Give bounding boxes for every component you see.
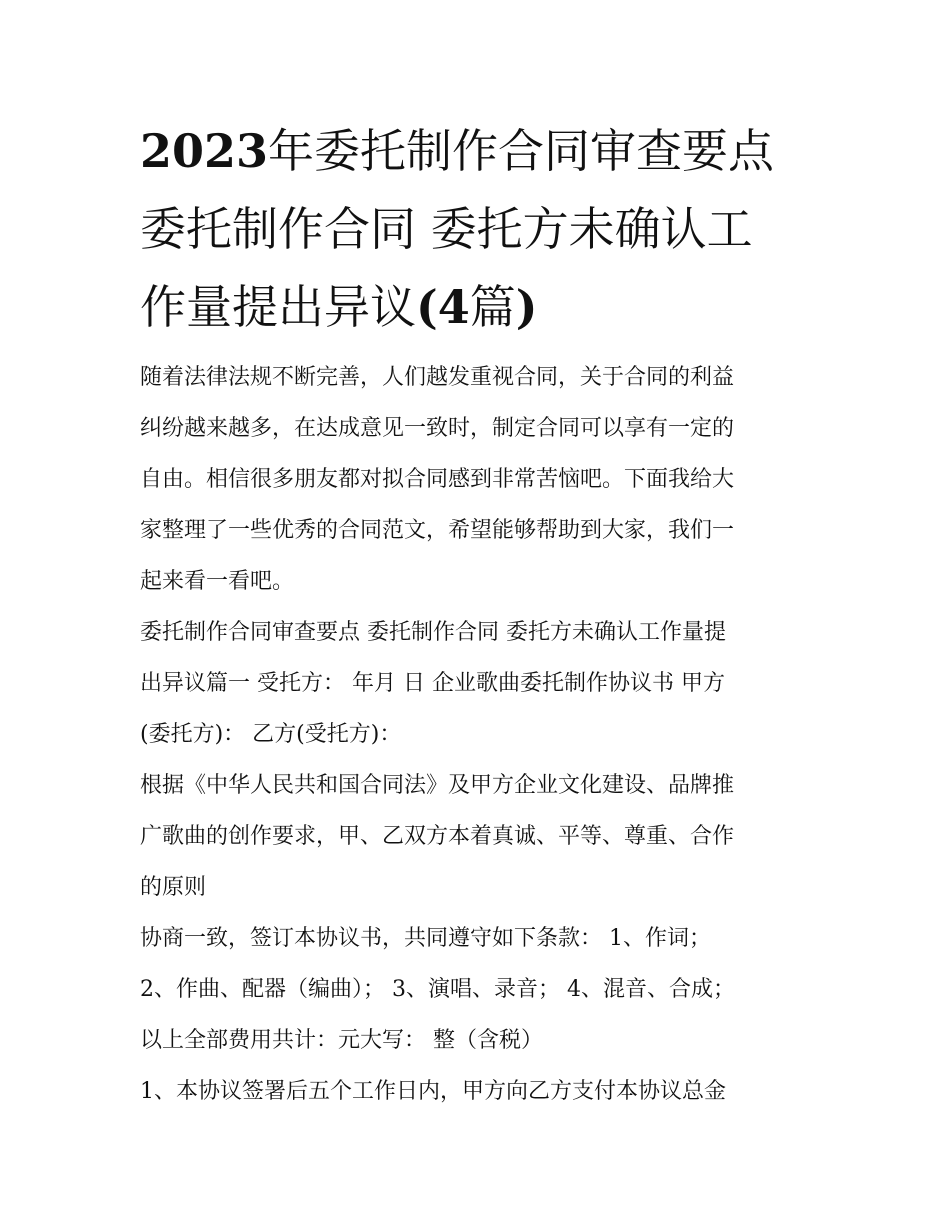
paragraph-line: 随着法律法规不断完善，人们越发重视合同，关于合同的利益	[140, 365, 735, 390]
paragraph-line: 委托制作合同审查要点 委托制作合同 委托方未确认工作量提	[140, 620, 726, 645]
paragraph-line: 根据《中华人民共和国合同法》及甲方企业文化建设、品牌推	[140, 773, 735, 798]
document-page	[140, 112, 815, 1117]
title-year: 2023	[140, 124, 269, 178]
paragraph	[140, 913, 815, 964]
title-text: 篇	[469, 280, 516, 334]
title-text: 作量提出异议	[140, 280, 416, 334]
paragraph-line: 起来看一看吧。	[140, 569, 295, 594]
paragraph-line: (委托方)： 乙方(受托方)：	[140, 722, 402, 747]
paragraph-line: 广歌曲的创作要求，甲、乙双方本着真诚、平等、尊重、合作	[140, 824, 735, 849]
paragraph-line: 以上全部费用共计：元大写： 整（含税）	[140, 1028, 543, 1053]
document-body	[140, 352, 815, 1117]
paragraph	[140, 1015, 815, 1066]
paragraph-line: 纠纷越来越多，在达成意见一致时，制定合同可以享有一定的	[140, 416, 735, 441]
paragraph	[140, 352, 815, 607]
paragraph-line: 的原则	[140, 875, 207, 900]
paragraph	[140, 760, 815, 913]
paragraph-line: 2、作曲、配器（编曲）； 3、演唱、录音； 4、混音、合成；	[140, 977, 735, 1002]
paragraph-line: 自由。相信很多朋友都对拟合同感到非常苦恼吧。下面我给大	[140, 467, 735, 492]
title-line	[140, 112, 815, 190]
paragraph-line: 家整理了一些优秀的合同范文，希望能够帮助到大家，我们一	[140, 518, 735, 543]
title-paren: )	[515, 280, 538, 334]
paragraph-line: 1、本协议签署后五个工作日内，甲方向乙方支付本协议总金	[140, 1079, 726, 1104]
title-line	[140, 268, 815, 346]
title-text: 年委托制作合同审查要点	[268, 124, 775, 178]
paragraph	[140, 1066, 815, 1117]
paragraph-line: 出异议篇一 受托方： 年月 日 企业歌曲委托制作协议书 甲方	[140, 671, 725, 696]
title-line	[140, 190, 815, 268]
paragraph	[140, 964, 815, 1015]
title-text: 委托制作合同 委托方未确认工	[140, 202, 753, 256]
document-title	[140, 112, 815, 346]
title-count: (4	[416, 280, 470, 334]
paragraph-line: 协商一致，签订本协议书，共同遵守如下条款： 1、作词；	[140, 926, 711, 951]
paragraph	[140, 607, 815, 760]
